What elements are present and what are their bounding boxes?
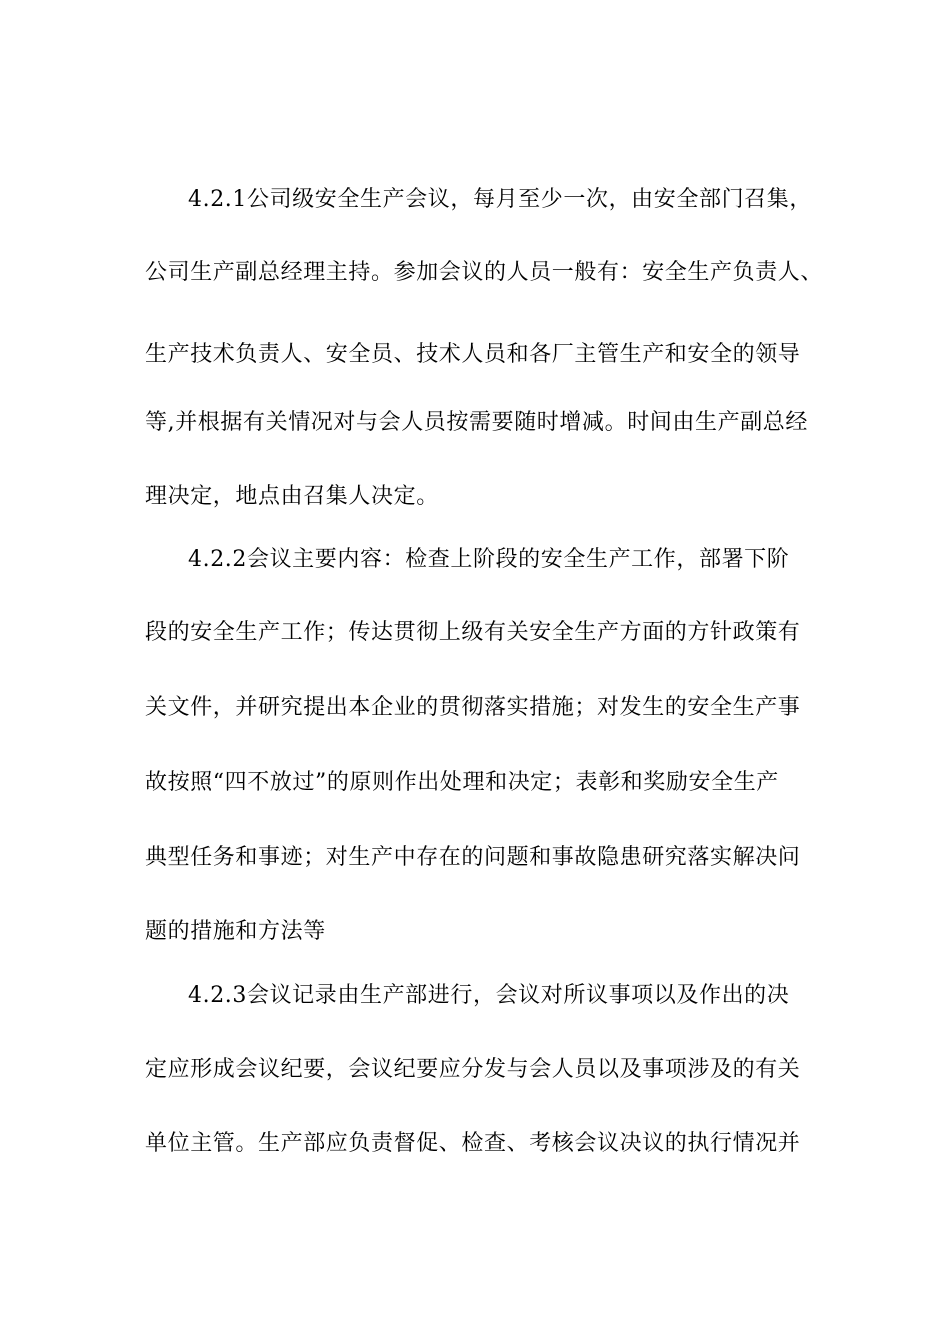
paragraph-4-2-2-line: 典型任务和事迹；对生产中存在的问题和事故隐患研究落实解决问: [145, 845, 801, 870]
paragraph-4-2-1-line: 公司生产副总经理主持。参加会议的人员一般有：安全生产负责人、: [145, 260, 824, 285]
paragraph-4-2-2-line: 4.2.2会议主要内容：检查上阶段的安全生产工作，部署下阶: [188, 547, 790, 572]
paragraph-4-2-1-line: 等,并根据有关情况对与会人员按需要随时增减。时间由生产副总经: [145, 410, 808, 435]
paragraph-4-2-2-line: 关文件，并研究提出本企业的贯彻落实措施；对发生的安全生产事: [145, 695, 801, 720]
paragraph-4-2-2-line: 题的措施和方法等: [145, 919, 326, 944]
paragraph-4-2-1-line: 理决定，地点由召集人决定。: [145, 484, 439, 509]
paragraph-4-2-3-line: 4.2.3会议记录由生产部进行，会议对所议事项以及作出的决: [188, 983, 790, 1008]
paragraph-4-2-1-line: 生产技术负责人、安全员、技术人员和各厂主管生产和安全的领导: [145, 342, 801, 367]
paragraph-4-2-2-line: 故按照“四不放过”的原则作出处理和决定；表彰和奖励安全生产: [145, 770, 779, 795]
paragraph-4-2-2-line: 段的安全生产工作；传达贯彻上级有关安全生产方面的方针政策有: [145, 620, 801, 645]
paragraph-4-2-3-line: 定应形成会议纪要，会议纪要应分发与会人员以及事项涉及的有关: [145, 1057, 801, 1082]
paragraph-4-2-3-line: 单位主管。生产部应负责督促、检查、考核会议决议的执行情况并: [145, 1131, 801, 1156]
paragraph-4-2-1-line: 4.2.1公司级安全生产会议，每月至少一次，由安全部门召集，: [188, 187, 812, 212]
